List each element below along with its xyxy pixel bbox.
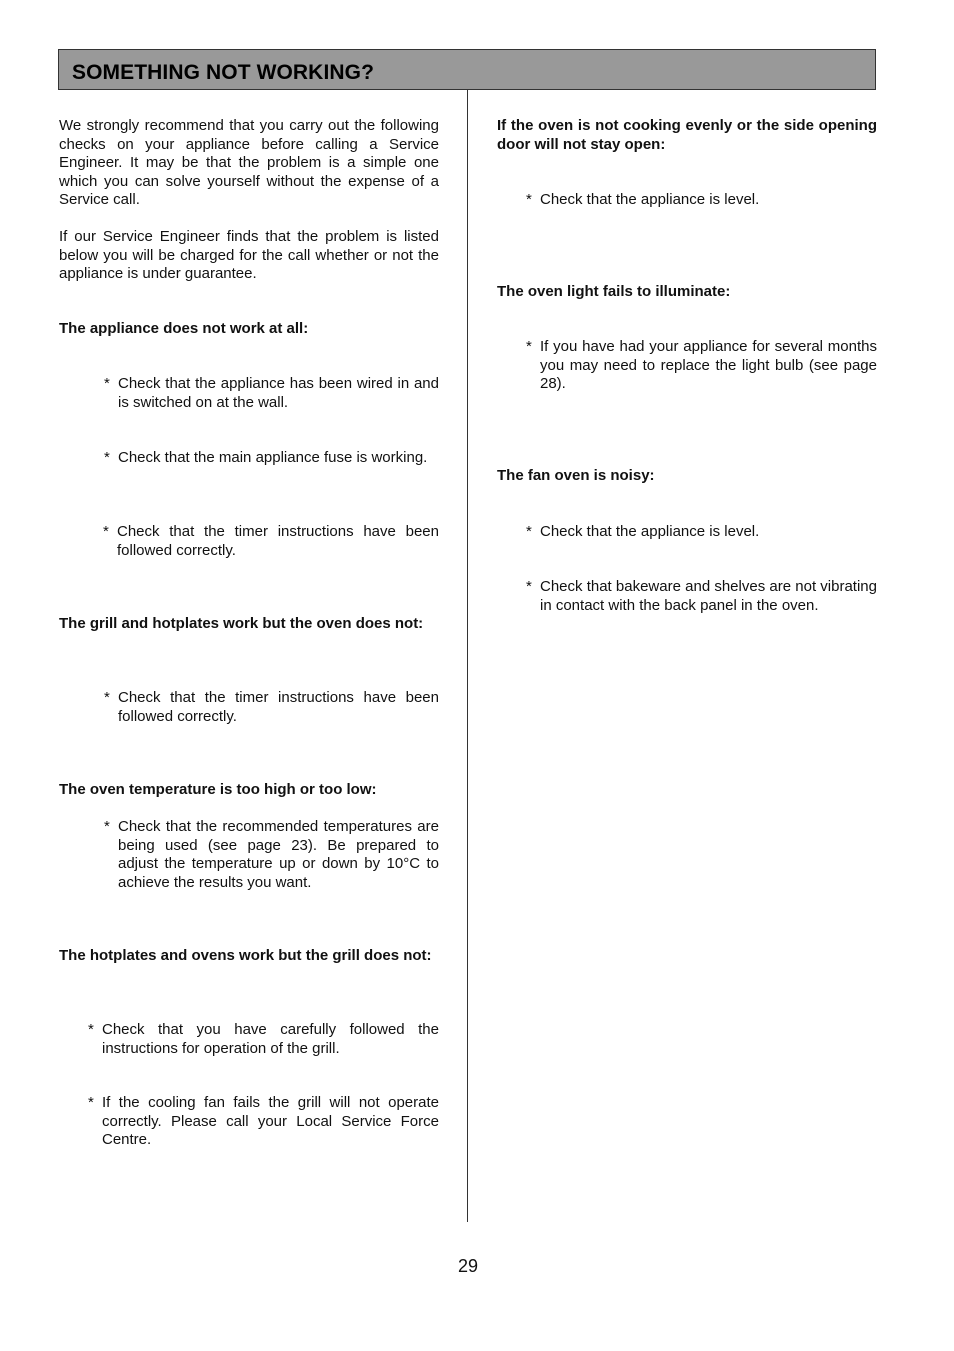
bullet-marker: *: [103, 523, 109, 540]
list-item-text: Check that the timer instructions have been followed correctly.: [117, 523, 439, 559]
bullet-marker: *: [526, 338, 532, 355]
list-item-text: Check that the appliance is level.: [540, 191, 760, 208]
list-item: [88, 1094, 439, 1150]
list-item-text: Check that the appliance has been wired in and is switched on at the wall.: [118, 375, 439, 411]
charge-note-paragraph: If our Service Engineer finds that the problem is listed below you will be charged for the call whether or not the appliance is under guarantee.: [59, 228, 439, 282]
bullet-marker: *: [104, 449, 110, 466]
heading-grill-not-working: The hotplates and ovens work but the grill does not:: [59, 947, 432, 964]
bullet-marker: *: [104, 818, 110, 835]
bullet-marker: *: [526, 523, 532, 540]
list-item: [526, 338, 877, 394]
list-item-text: Check that the main appliance fuse is working.: [118, 449, 428, 466]
bullet-marker: *: [104, 689, 110, 706]
list-item: [88, 1021, 439, 1058]
bullet-marker: *: [526, 578, 532, 595]
heading-fan-noisy: The fan oven is noisy:: [497, 467, 655, 484]
list-item-text: Check that you have carefully followed the instructions for operation of the grill.: [102, 1021, 439, 1057]
bullet-marker: *: [526, 191, 532, 208]
heading-no-work: The appliance does not work at all:: [59, 320, 309, 337]
page-number: 29: [457, 1256, 479, 1276]
bullet-marker: *: [104, 375, 110, 392]
list-item: [526, 578, 877, 615]
list-item: [104, 375, 439, 412]
heading-temperature: The oven temperature is too high or too low:: [59, 781, 377, 798]
list-item-text: Check that the recommended temperatures are being used (see page 23). Be prepared to adjust the temperature up or down by 10°C to achieve the results you want.: [118, 818, 439, 891]
list-item: [104, 689, 439, 726]
list-item-text: Check that the timer instructions have been followed correctly.: [118, 689, 439, 725]
intro-paragraph: We strongly recommend that you carry out the following checks on your appliance before calling a Service Engineer. It may be that the problem is a simple one which you can solve yourself without the expense of a Service call.: [59, 117, 439, 208]
list-item: [526, 191, 877, 210]
heading-oven-light: The oven light fails to illuminate:: [497, 283, 731, 300]
list-item: [104, 818, 439, 892]
heading-uneven-cooking: If the oven is not cooking evenly or the side opening door will not stay open:: [497, 117, 877, 153]
page-title: SOMETHING NOT WORKING?: [72, 61, 375, 84]
bullet-marker: *: [88, 1021, 94, 1038]
list-item: [104, 449, 439, 468]
list-item-text: Check that the appliance is level.: [540, 523, 760, 540]
list-item: [103, 523, 439, 560]
list-item: [526, 523, 877, 542]
section-header-bar: [58, 49, 876, 90]
heading-oven-not-working: The grill and hotplates work but the oven does not:: [59, 615, 424, 632]
list-item-text: If you have had your appliance for several months you may need to replace the light bulb (see page 28).: [540, 338, 877, 392]
column-divider: [467, 90, 468, 1222]
list-item-text: Check that bakeware and shelves are not vibrating in contact with the back panel in the oven.: [540, 578, 877, 614]
list-item-text: If the cooling fan fails the grill will not operate correctly. Please call your Local Service Force Centre.: [102, 1094, 439, 1148]
bullet-marker: *: [88, 1094, 94, 1111]
